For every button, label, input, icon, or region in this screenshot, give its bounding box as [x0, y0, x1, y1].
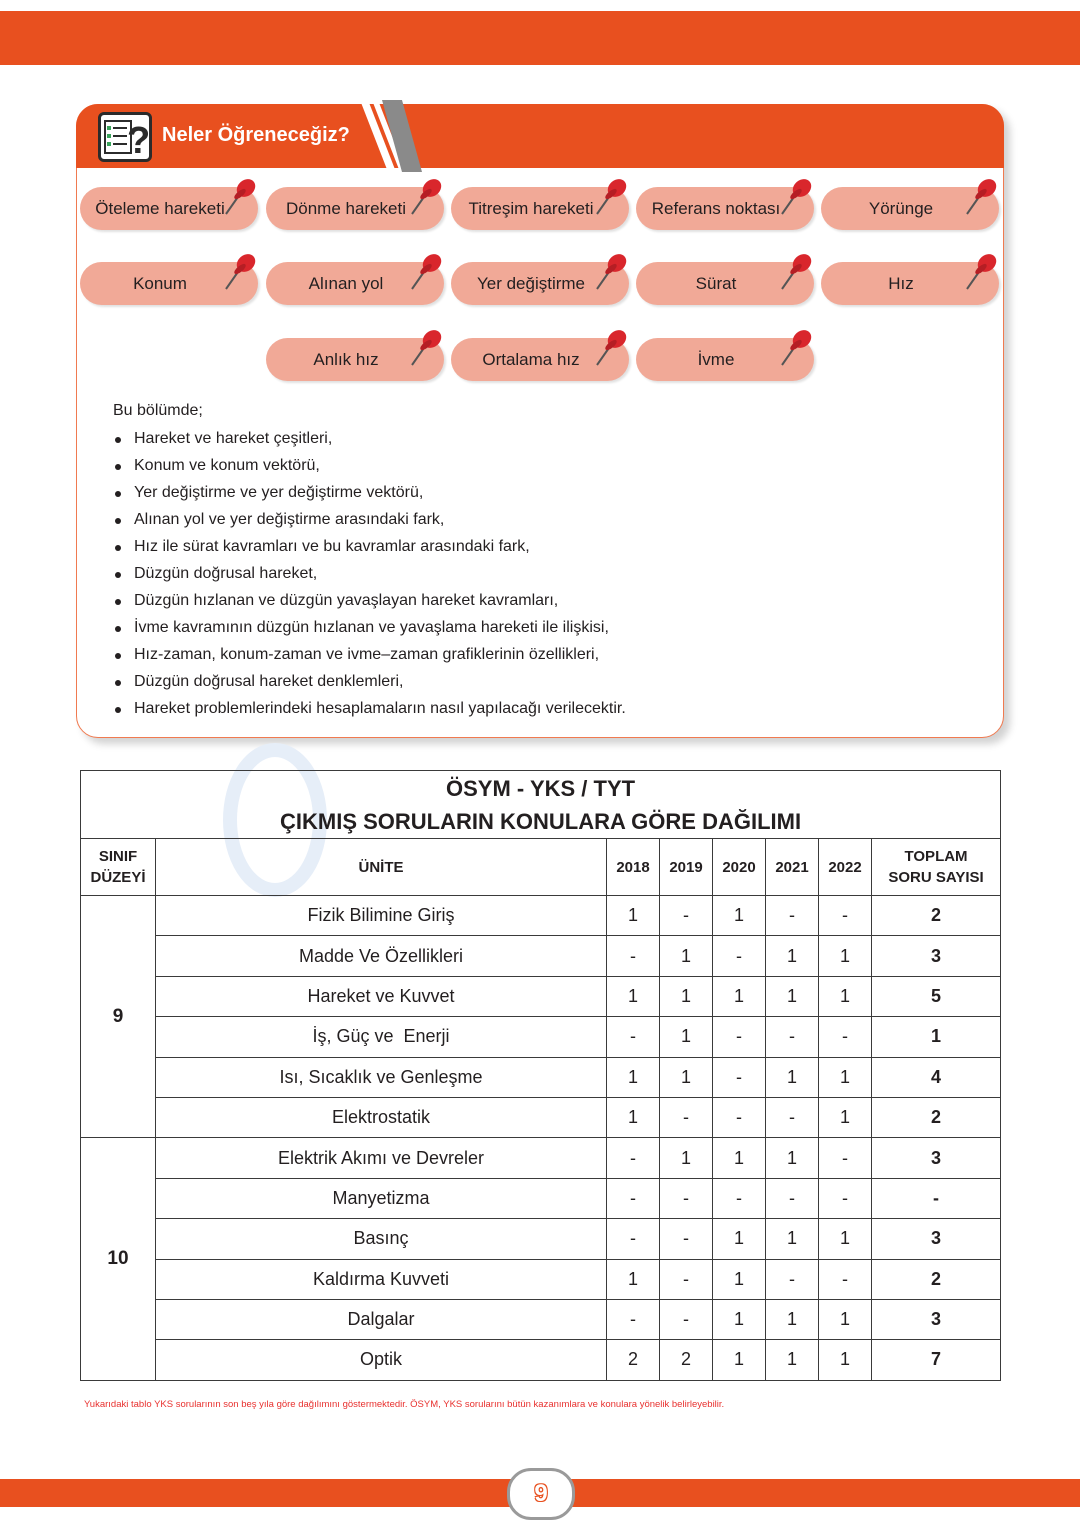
value-cell: 1: [819, 1097, 872, 1137]
topic-chip: [451, 338, 629, 381]
value-cell: -: [766, 1259, 819, 1299]
value-cell: -: [660, 1178, 713, 1218]
total-cell: 4: [872, 1057, 1001, 1097]
unit-cell: Madde Ve Özellikleri: [156, 936, 607, 976]
topic-chip: [451, 187, 629, 230]
chip-label: Dönme hareketi: [285, 198, 406, 218]
column-header-grade: [81, 839, 156, 896]
value-cell: 1: [819, 976, 872, 1016]
total-cell: 2: [872, 1097, 1001, 1137]
column-header-unit: ÜNİTE: [156, 839, 607, 896]
unit-cell: Elektrostatik: [156, 1097, 607, 1137]
pushpin-icon: [963, 174, 1003, 218]
value-cell: 1: [713, 1138, 766, 1178]
grade-cell: 9: [81, 896, 156, 1138]
value-cell: 1: [819, 1219, 872, 1259]
value-cell: 1: [713, 1219, 766, 1259]
total-cell: 3: [872, 936, 1001, 976]
list-item: Hareket problemlerindeki hesaplamaların nasıl yapılacağı verilecektir.: [113, 698, 626, 725]
pushpin-icon: [778, 249, 818, 293]
chip-label: Öteleme hareketi: [95, 198, 225, 218]
list-item: Hız-zaman, konum-zaman ve ivme–zaman grafiklerinin özellikleri,: [113, 644, 626, 671]
value-cell: -: [713, 1017, 766, 1057]
table-row: [81, 1057, 1001, 1097]
value-cell: 1: [660, 936, 713, 976]
value-cell: 1: [766, 976, 819, 1016]
chip-label: Alınan yol: [308, 273, 384, 293]
value-cell: -: [713, 1178, 766, 1218]
unit-cell: Kaldırma Kuvveti: [156, 1259, 607, 1299]
topic-chip: [266, 187, 444, 230]
header-line: SORU SAYISI: [888, 869, 984, 886]
value-cell: 1: [766, 1299, 819, 1339]
value-cell: -: [819, 1017, 872, 1057]
unit-cell: Dalgalar: [156, 1299, 607, 1339]
pushpin-icon: [408, 249, 448, 293]
total-cell: 3: [872, 1299, 1001, 1339]
unit-cell: Elektrik Akımı ve Devreler: [156, 1138, 607, 1178]
value-cell: -: [766, 1097, 819, 1137]
total-cell: 3: [872, 1219, 1001, 1259]
value-cell: 2: [607, 1340, 660, 1380]
value-cell: 1: [766, 1138, 819, 1178]
chip-label: Sürat: [695, 273, 737, 293]
value-cell: 1: [660, 1017, 713, 1057]
table-row: [81, 1340, 1001, 1380]
chip-label: Yer değiştirme: [476, 273, 586, 293]
value-cell: -: [660, 1259, 713, 1299]
pushpin-icon: [593, 174, 633, 218]
topic-chip: [451, 262, 629, 305]
topic-chip: [821, 262, 999, 305]
value-cell: -: [607, 1219, 660, 1259]
list-item: Alınan yol ve yer değiştirme arasındaki fark,: [113, 509, 626, 536]
value-cell: 1: [819, 936, 872, 976]
total-cell: 1: [872, 1017, 1001, 1057]
chip-label: Yörünge: [868, 198, 934, 218]
pushpin-icon: [963, 249, 1003, 293]
value-cell: -: [660, 1299, 713, 1339]
header-stripes-decoration: [356, 100, 426, 172]
pushpin-icon: [778, 325, 818, 369]
topic-chip: [636, 187, 814, 230]
page-number: 9: [534, 1480, 548, 1507]
value-cell: 2: [660, 1340, 713, 1380]
value-cell: 1: [607, 896, 660, 936]
table-title-line: ÖSYM - YKS / TYT: [446, 775, 636, 801]
value-cell: -: [819, 896, 872, 936]
value-cell: -: [607, 936, 660, 976]
pushpin-icon: [408, 174, 448, 218]
checklist-question-icon: [98, 112, 152, 162]
value-cell: 1: [713, 1340, 766, 1380]
table-row: [81, 896, 1001, 936]
value-cell: -: [607, 1017, 660, 1057]
pushpin-icon: [408, 325, 448, 369]
objectives-list: [113, 428, 626, 725]
value-cell: 1: [819, 1057, 872, 1097]
value-cell: 1: [713, 1299, 766, 1339]
value-cell: 1: [766, 1340, 819, 1380]
value-cell: -: [766, 1017, 819, 1057]
total-cell: 2: [872, 896, 1001, 936]
value-cell: 1: [766, 1219, 819, 1259]
value-cell: -: [660, 1219, 713, 1259]
chip-label: Anlık hız: [313, 349, 379, 369]
chip-label: Referans noktası: [651, 198, 781, 218]
value-cell: -: [819, 1259, 872, 1299]
value-cell: 1: [713, 1259, 766, 1299]
header-line: TOPLAM: [904, 848, 968, 865]
chip-label: Hız: [888, 273, 914, 293]
value-cell: -: [713, 1097, 766, 1137]
pushpin-icon: [222, 174, 262, 218]
table-row: [81, 1138, 1001, 1178]
value-cell: 1: [766, 936, 819, 976]
page-number-badge: [507, 1468, 575, 1520]
header-line: SINIF: [98, 848, 138, 865]
value-cell: -: [766, 1178, 819, 1218]
total-cell: 5: [872, 976, 1001, 1016]
topic-chip: [821, 187, 999, 230]
table-row: [81, 1178, 1001, 1218]
value-cell: -: [819, 1138, 872, 1178]
topic-chip: [266, 338, 444, 381]
table-row: [81, 976, 1001, 1016]
value-cell: 1: [607, 1259, 660, 1299]
intro-text: Bu bölümde;: [113, 402, 203, 419]
value-cell: 1: [819, 1340, 872, 1380]
unit-cell: Hareket ve Kuvvet: [156, 976, 607, 1016]
list-item: Düzgün doğrusal hareket denklemleri,: [113, 671, 626, 698]
list-item: Düzgün doğrusal hareket,: [113, 563, 626, 590]
unit-cell: Basınç: [156, 1219, 607, 1259]
unit-cell: Optik: [156, 1340, 607, 1380]
chip-label: İvme: [697, 349, 735, 369]
svg-text:?: ?: [127, 120, 149, 159]
grade-cell: 10: [81, 1138, 156, 1380]
total-cell: 7: [872, 1340, 1001, 1380]
table-row: [81, 1259, 1001, 1299]
total-cell: -: [872, 1178, 1001, 1218]
value-cell: -: [660, 896, 713, 936]
question-distribution-table: [80, 770, 1001, 1381]
column-header-year: 2021: [766, 839, 819, 896]
unit-cell: Fizik Bilimine Giriş: [156, 896, 607, 936]
value-cell: 1: [713, 896, 766, 936]
value-cell: -: [819, 1178, 872, 1218]
total-cell: 2: [872, 1259, 1001, 1299]
value-cell: -: [713, 1057, 766, 1097]
value-cell: 1: [660, 1138, 713, 1178]
unit-cell: Isı, Sıcaklık ve Genleşme: [156, 1057, 607, 1097]
topic-chip: [80, 187, 258, 230]
chip-label: Konum: [133, 273, 187, 293]
value-cell: -: [607, 1138, 660, 1178]
topic-chip: [266, 262, 444, 305]
value-cell: -: [607, 1178, 660, 1218]
value-cell: 1: [660, 976, 713, 1016]
list-item: Hız ile sürat kavramları ve bu kavramlar arasındaki fark,: [113, 536, 626, 563]
table-footnote: Yukarıdaki tablo YKS sorularının son beş yıla göre dağılımını göstermektedir. ÖSYM, YKS sorularını bütün kazanımlara ve konulara yönelik belirleyebilir.: [84, 1399, 725, 1410]
column-header-year: 2022: [819, 839, 872, 896]
column-header-total: [872, 839, 1001, 896]
pushpin-icon: [593, 325, 633, 369]
value-cell: -: [660, 1097, 713, 1137]
column-header-year: 2019: [660, 839, 713, 896]
list-item: İvme kavramının düzgün hızlanan ve yavaşlama hareketi ile ilişkisi,: [113, 617, 626, 644]
pushpin-icon: [778, 174, 818, 218]
value-cell: -: [607, 1299, 660, 1339]
value-cell: 1: [766, 1057, 819, 1097]
header-line: DÜZEYİ: [90, 869, 146, 886]
table-row: [81, 1299, 1001, 1339]
table-row: [81, 1097, 1001, 1137]
column-header-year: 2018: [607, 839, 660, 896]
value-cell: 1: [607, 1097, 660, 1137]
value-cell: -: [713, 936, 766, 976]
unit-cell: Manyetizma: [156, 1178, 607, 1218]
topic-chip: [636, 338, 814, 381]
value-cell: 1: [607, 1057, 660, 1097]
section-title: Neler Öğreneceğiz?: [162, 124, 350, 146]
table-row: [81, 936, 1001, 976]
value-cell: 1: [819, 1299, 872, 1339]
list-item: Düzgün hızlanan ve düzgün yavaşlayan hareket kavramları,: [113, 590, 626, 617]
value-cell: 1: [607, 976, 660, 1016]
chip-label: Ortalama hız: [482, 349, 580, 369]
unit-cell: İş, Güç ve Enerji: [156, 1017, 607, 1057]
column-header-year: 2020: [713, 839, 766, 896]
value-cell: 1: [660, 1057, 713, 1097]
table-row: [81, 1219, 1001, 1259]
list-item: Hareket ve hareket çeşitleri,: [113, 428, 626, 455]
table-title-line: ÇIKMIŞ SORULARIN KONULARA GÖRE DAĞILIMI: [280, 808, 802, 834]
list-item: Yer değiştirme ve yer değiştirme vektörü,: [113, 482, 626, 509]
pushpin-icon: [222, 249, 262, 293]
chip-label: Titreşim hareketi: [468, 198, 594, 218]
total-cell: 3: [872, 1138, 1001, 1178]
value-cell: -: [766, 896, 819, 936]
list-item: Konum ve konum vektörü,: [113, 455, 626, 482]
topic-chip: [80, 262, 258, 305]
topic-chip: [636, 262, 814, 305]
table-row: [81, 1017, 1001, 1057]
table-title: [81, 771, 1001, 839]
top-banner: [0, 11, 1080, 65]
value-cell: 1: [713, 976, 766, 1016]
pushpin-icon: [593, 249, 633, 293]
